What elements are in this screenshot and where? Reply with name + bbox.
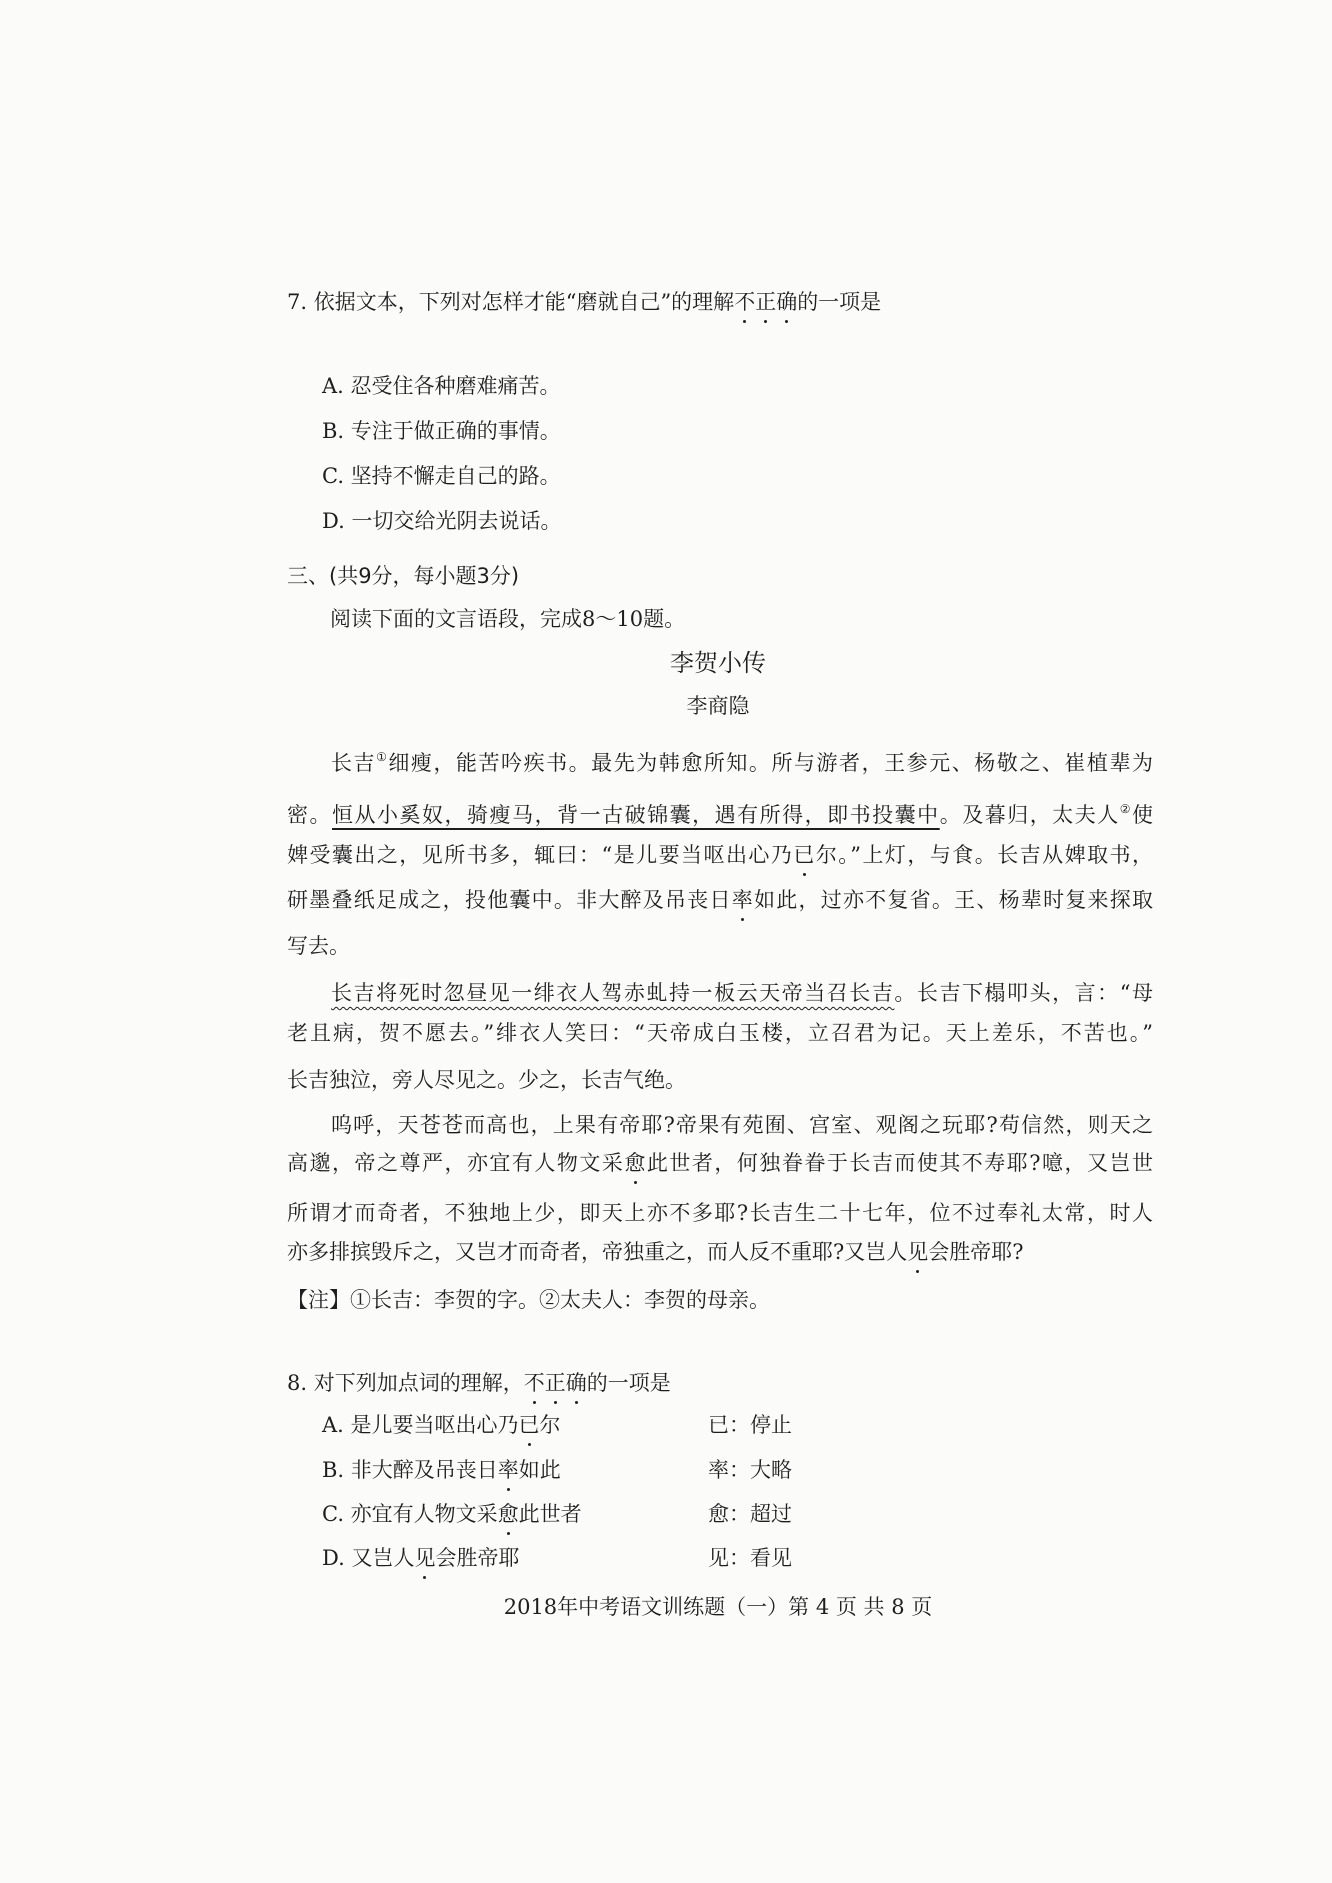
passage-line (287, 800, 1153, 830)
text-segment: A. 是儿要当呕出心乃 (322, 1413, 519, 1437)
passage-line (287, 840, 1153, 870)
text-segment: 。及暮归，太夫人 (939, 803, 1120, 827)
emphasized-char: 率 (731, 888, 754, 912)
q8-option-meaning: 率：大略 (708, 1458, 792, 1482)
emphasized-char: 愈 (497, 1502, 519, 1526)
text-segment: B. 非大醉及吊丧日 (322, 1458, 498, 1482)
text-segment: 使 (1132, 803, 1154, 827)
emphasized-char: 不 (523, 1371, 545, 1395)
emphasized-char: 确 (565, 1371, 587, 1395)
passage-line (287, 1065, 1153, 1095)
emphasized-char: 正 (544, 1371, 566, 1395)
text-segment: 婢受囊出之，见所书多，辄曰：“是儿要当呕出心乃 (287, 843, 794, 867)
text-segment: 尔。”上灯，与食。长吉从婢取书， (815, 843, 1153, 867)
emphasized-char: 正 (755, 290, 777, 314)
emphasized-char: 愈 (624, 1151, 647, 1175)
passage-title: 李贺小传 (670, 649, 766, 677)
passage-line (287, 1237, 1153, 1267)
q8-option-meaning: 已：停止 (708, 1413, 792, 1437)
passage-author: 李商隐 (686, 694, 750, 718)
text-segment: 研墨叠纸足成之，投他囊中。非大醉及吊丧日 (287, 888, 732, 912)
passage-line (287, 931, 1153, 961)
passage-line (287, 1110, 1153, 1140)
passage-line (287, 978, 1153, 1008)
text-segment: 长吉独泣，旁人尽见之。少之，长吉气绝。 (287, 1068, 686, 1092)
q8-stem (287, 1368, 1153, 1398)
text-segment: 写去。 (287, 934, 350, 958)
emphasized-char: 确 (776, 290, 798, 314)
q8-option-meaning: 愈：超过 (708, 1502, 792, 1526)
underlined-text: 长吉将死时忽昼见一绯衣人驾赤虬持一板云天帝当召长吉 (331, 981, 895, 1005)
page-footer: 2018年中考语文训练题（一）第 4 页 共 8 页 (503, 1595, 933, 1619)
footnote-marker: ② (1119, 802, 1133, 816)
q8-option (322, 1543, 1188, 1573)
text-segment: 此世者 (518, 1502, 582, 1526)
q7-option-a: A. 忍受住各种磨难痛苦。 (322, 374, 561, 398)
passage-line (287, 1018, 1153, 1048)
text-segment: 密。 (287, 803, 333, 827)
q7-option-c: C. 坚持不懈走自己的路。 (322, 464, 561, 488)
emphasized-char: 率 (497, 1458, 519, 1482)
passage-line (287, 1148, 1153, 1178)
underlined-text: 恒从小奚奴，骑瘦马，背一古破锦囊，遇有所得，即书投囊中 (332, 803, 940, 827)
text-segment: D. 又岂人 (322, 1546, 415, 1570)
q8-option (322, 1499, 1188, 1529)
q8-option (322, 1455, 1188, 1485)
text-segment: 亦多排摈毁斥之，又岂才而奇者，帝独重之，而人反不重耶?又岂人 (287, 1240, 908, 1264)
text-segment: 呜呼，天苍苍而高也，上果有帝耶?帝果有苑囿、宫室、观阁之玩耶?苟信然，则天之 (331, 1113, 1153, 1137)
emphasized-char: 不 (734, 290, 756, 314)
passage-note: 【注】①长吉：李贺的字。②太夫人：李贺的母亲。 (287, 1288, 770, 1312)
text-segment: C. 亦宜有人物文采 (322, 1502, 498, 1526)
q7-stem (287, 287, 1153, 317)
section-heading: 三、(共9分，每小题3分) (287, 564, 520, 588)
text-segment: 8. 对下列加点词的理解， (287, 1371, 524, 1395)
passage-line (287, 748, 1153, 778)
text-segment: 此世者，何独眷眷于长吉而使其不寿耶?噫，又岂世 (646, 1151, 1154, 1175)
text-segment: 会胜帝耶? (928, 1240, 1024, 1264)
q7-option-d: D. 一切交给光阴去说话。 (322, 509, 562, 533)
text-segment: 老且病，贺不愿去。”绯衣人笑曰：“天帝成白玉楼，立召君为记。天上差乐，不苦也。” (287, 1021, 1153, 1045)
passage-line (287, 1198, 1153, 1228)
text-segment: 细瘦，能苦吟疾书。最先为韩愈所知。所与游者，王参元、杨敬之、崔植辈为 (388, 751, 1154, 775)
text-segment: 的一项是 (586, 1371, 671, 1395)
emphasized-char: 已 (518, 1413, 540, 1437)
emphasized-char: 见 (907, 1240, 929, 1264)
text-segment: 所谓才而奇者，不独地上少，即天上亦不多耶?长吉生二十七年，位不过奉礼太常，时人 (287, 1201, 1153, 1225)
emphasized-char: 已 (793, 843, 816, 867)
emphasized-char: 见 (414, 1546, 436, 1570)
text-segment: 会胜帝耶 (435, 1546, 520, 1570)
text-segment: 的一项是 (797, 290, 882, 314)
passage-line (287, 885, 1153, 915)
text-segment: 长吉 (331, 751, 377, 775)
text-segment: 7. 依据文本，下列对怎样才能“磨就自己”的理解 (287, 290, 735, 314)
text-segment: 如此 (518, 1458, 561, 1482)
text-segment: 高邈，帝之尊严，亦宜有人物文采 (287, 1151, 625, 1175)
q8-option-meaning: 见：看见 (708, 1546, 792, 1570)
text-segment: 。长吉下榻叩头，言：“母 (894, 981, 1153, 1005)
q7-option-b: B. 专注于做正确的事情。 (322, 419, 561, 443)
q8-option (322, 1410, 1188, 1440)
text-segment: 尔 (539, 1413, 561, 1437)
footnote-marker: ① (376, 750, 389, 764)
text-segment: 如此，过亦不复省。王、杨辈时复来探取 (754, 888, 1154, 912)
section-instruction: 阅读下面的文言语段，完成8～10题。 (330, 607, 686, 631)
